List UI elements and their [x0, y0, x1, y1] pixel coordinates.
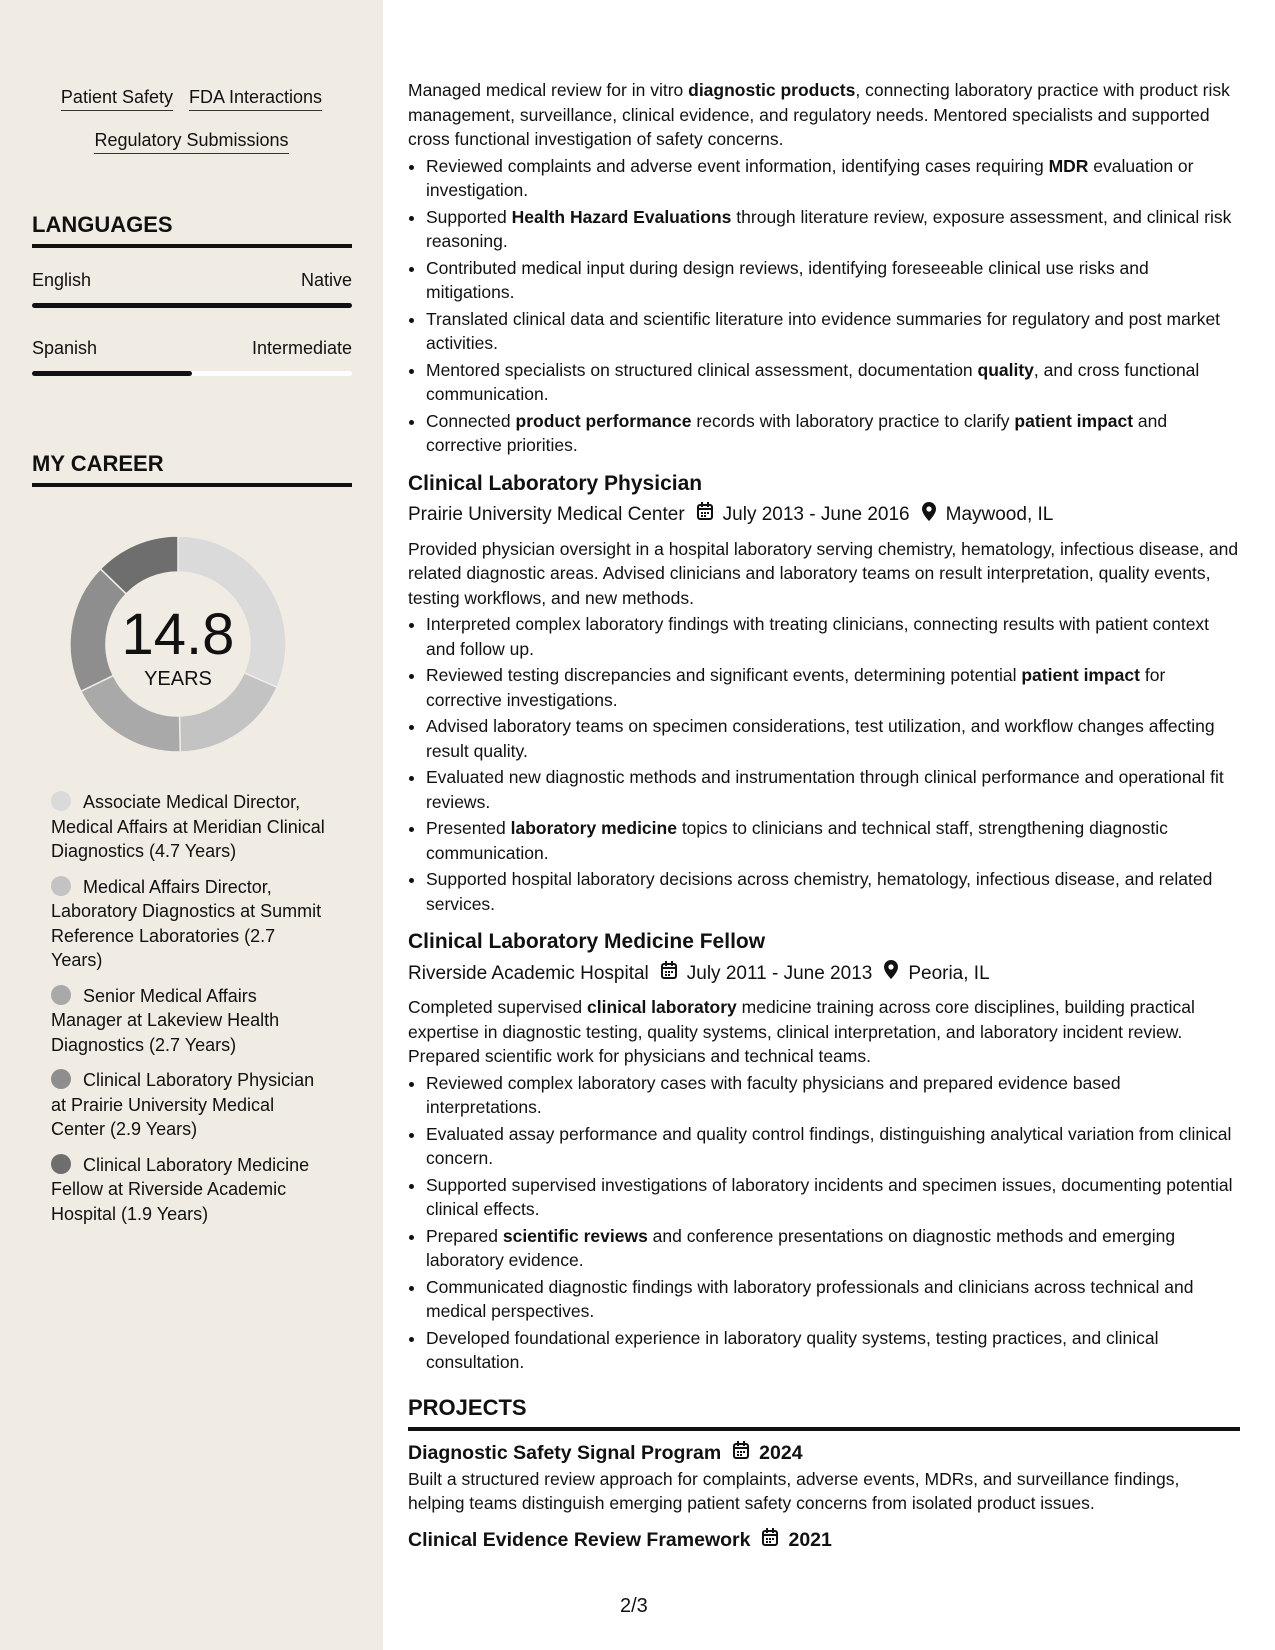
project-title: Clinical Evidence Review Framework — [408, 1528, 751, 1551]
bullet-item: • Reviewed complaints and adverse event information, identifying cases requiring MDR evaluation or investigation. — [426, 154, 1240, 203]
intro-bullets — [408, 154, 1240, 458]
calendar-icon — [762, 1526, 778, 1554]
career-section — [32, 451, 352, 487]
skill-tag: FDA Interactions — [189, 86, 322, 111]
job-dates: July 2011 - June 2013 — [686, 962, 873, 984]
bullet-item: • Evaluated assay performance and quality control findings, distinguishing analytical variation from clinical concern. — [426, 1122, 1240, 1171]
job-summary: Completed supervised clinical laboratory medicine training across core disciplines, building practical expertise in diagnostic testing, quality systems, clinical interpretation, and laboratory incident review. Prepared scientific work for physicians and technical teams. — [408, 997, 1195, 1066]
bullet-item: • Presented laboratory medicine topics to clinicians and technical staff, strengthening diagnostic communication. — [426, 816, 1240, 865]
bullet-item: • Interpreted complex laboratory findings with treating clinicians, connecting results with patient context and follow up. — [426, 612, 1240, 661]
legend-dot — [51, 985, 71, 1005]
job-meta — [408, 502, 1240, 529]
page-number: 2/3 — [620, 1595, 648, 1617]
career-legend-item — [51, 1153, 331, 1227]
bullet-item: • Communicated diagnostic findings with laboratory professionals and clinicians across technical and medical perspectives. — [426, 1275, 1240, 1324]
career-legend-label: Senior Medical Affairs Manager at Lakeview Health Diagnostics (2.7 Years) — [51, 985, 280, 1055]
main-content — [408, 78, 1240, 1554]
bullet-item: • Translated clinical data and scientific literature into evidence summaries for regulatory and post market activities. — [426, 307, 1240, 356]
career-legend-item — [51, 984, 331, 1058]
legend-dot — [51, 876, 71, 896]
job-title: Clinical Laboratory Physician — [408, 471, 703, 495]
language-bar — [32, 371, 352, 376]
bullet-item: • Developed foundational experience in laboratory quality systems, testing practices, and clinical consultation. — [426, 1326, 1240, 1375]
skill-tag: Regulatory Submissions — [94, 129, 288, 154]
skill-tag: Patient Safety — [61, 86, 173, 111]
career-legend-label: Clinical Laboratory Physician at Prairie University Medical Center (2.9 Years) — [51, 1070, 315, 1139]
project-description: Built a structured review approach for complaints, adverse events, MDRs, and surveillance findings, helping teams distinguish emerging patient safety concerns from isolated product issues. — [408, 1468, 1180, 1513]
calendar-icon — [697, 502, 713, 528]
bullet-item: • Supported supervised investigations of laboratory incidents and specimen issues, documenting potential clinical effects. — [426, 1173, 1240, 1222]
skills-list — [0, 0, 383, 172]
language-name: Spanish — [32, 338, 98, 358]
language-name: English — [32, 270, 92, 290]
career-legend-label: Clinical Laboratory Medicine Fellow at Riverside Academic Hospital (1.9 Years) — [51, 1154, 310, 1224]
bullet-item: • Evaluated new diagnostic methods and instrumentation through clinical performance and operational fit reviews. — [426, 765, 1240, 814]
map-pin-icon — [884, 960, 898, 987]
job-entry — [408, 928, 1240, 1375]
calendar-icon — [661, 961, 677, 987]
legend-dot — [51, 791, 71, 811]
career-legend-item — [51, 1068, 331, 1142]
job-location: Peoria, IL — [908, 962, 990, 984]
language-item — [32, 338, 352, 376]
job-bullets — [408, 612, 1240, 916]
project-year: 2024 — [759, 1441, 803, 1464]
bullet-item: • Supported hospital laboratory decisions across chemistry, hematology, infectious disease, and related services. — [426, 867, 1240, 916]
career-total-unit: YEARS — [144, 668, 212, 690]
languages-section — [32, 212, 352, 376]
job-entry — [408, 470, 1240, 917]
project-header — [408, 1526, 1240, 1554]
job-title: Clinical Laboratory Medicine Fellow — [408, 930, 766, 953]
project-year: 2021 — [788, 1528, 832, 1551]
career-legend-label: Associate Medical Director, Medical Affairs at Meridian Clinical Diagnostics (4.7 Years) — [51, 792, 325, 861]
bullet-item: • Supported Health Hazard Evaluations through literature review, exposure assessment, and clinical risk reasoning. — [426, 205, 1240, 254]
job-location: Maywood, IL — [945, 504, 1054, 525]
career-heading: MY CAREER — [32, 451, 352, 487]
career-legend-item — [51, 790, 331, 864]
job-bullets — [408, 1071, 1240, 1375]
project-entry — [408, 1526, 1240, 1554]
languages-heading: LANGUAGES — [32, 212, 352, 248]
project-entry — [408, 1439, 1240, 1516]
bullet-item: • Reviewed testing discrepancies and significant events, determining potential patient impact for corrective investigations. — [426, 663, 1240, 712]
bullet-item: • Contributed medical input during design reviews, identifying foreseeable clinical use risks and mitigations. — [426, 256, 1240, 305]
projects-section — [408, 1395, 1240, 1554]
job-summary: Provided physician oversight in a hospital laboratory serving chemistry, hematology, infectious disease, and related diagnostic areas. Advised clinicians and laboratory teams on result interpretation, quality events, testing workflows, and new methods. — [408, 538, 1239, 608]
bullet-item: • Reviewed complex laboratory cases with faculty physicians and prepared evidence based interpretations. — [426, 1071, 1240, 1120]
job-meta — [408, 960, 1240, 987]
career-total-years: 14.8 — [121, 602, 235, 667]
language-bar-fill — [32, 371, 192, 376]
intro-summary: Managed medical review for in vitro diagnostic products, connecting laboratory practice with product risk management, surveillance, clinical evidence, and regulatory needs. Mentored specialists and supported cross functional investigation of safety concerns. — [408, 80, 1230, 149]
job-dates: July 2013 - June 2016 — [722, 504, 910, 525]
career-legend-label: Medical Affairs Director, Laboratory Diagnostics at Summit Reference Laboratories (2.7 Years) — [51, 876, 322, 970]
sidebar — [0, 0, 383, 1650]
legend-dot — [51, 1154, 71, 1174]
job-organization: Prairie University Medical Center — [408, 504, 685, 525]
language-level: Native — [300, 270, 352, 290]
bullet-item: • Mentored specialists on structured clinical assessment, documentation quality, and cross functional communication. — [426, 358, 1240, 407]
career-legend — [51, 790, 331, 1237]
language-item — [32, 270, 352, 308]
bullet-item: • Advised laboratory teams on specimen considerations, test utilization, and workflow changes affecting result quality. — [426, 714, 1240, 763]
calendar-icon — [733, 1439, 749, 1467]
career-donut — [64, 530, 292, 758]
job-organization: Riverside Academic Hospital — [408, 962, 649, 984]
project-header — [408, 1439, 1240, 1467]
bullet-item: • Prepared scientific reviews and conference presentations on diagnostic methods and emerging laboratory evidence. — [426, 1224, 1240, 1273]
language-bar — [32, 303, 352, 308]
career-legend-item — [51, 875, 331, 973]
project-title: Diagnostic Safety Signal Program — [408, 1441, 722, 1464]
projects-heading: PROJECTS — [408, 1395, 1240, 1431]
language-level: Intermediate — [251, 338, 352, 358]
map-pin-icon — [922, 502, 936, 529]
language-bar-fill — [32, 303, 352, 308]
legend-dot — [51, 1069, 71, 1089]
bullet-item: • Connected product performance records with laboratory practice to clarify patient impact and corrective priorities. — [426, 409, 1240, 458]
